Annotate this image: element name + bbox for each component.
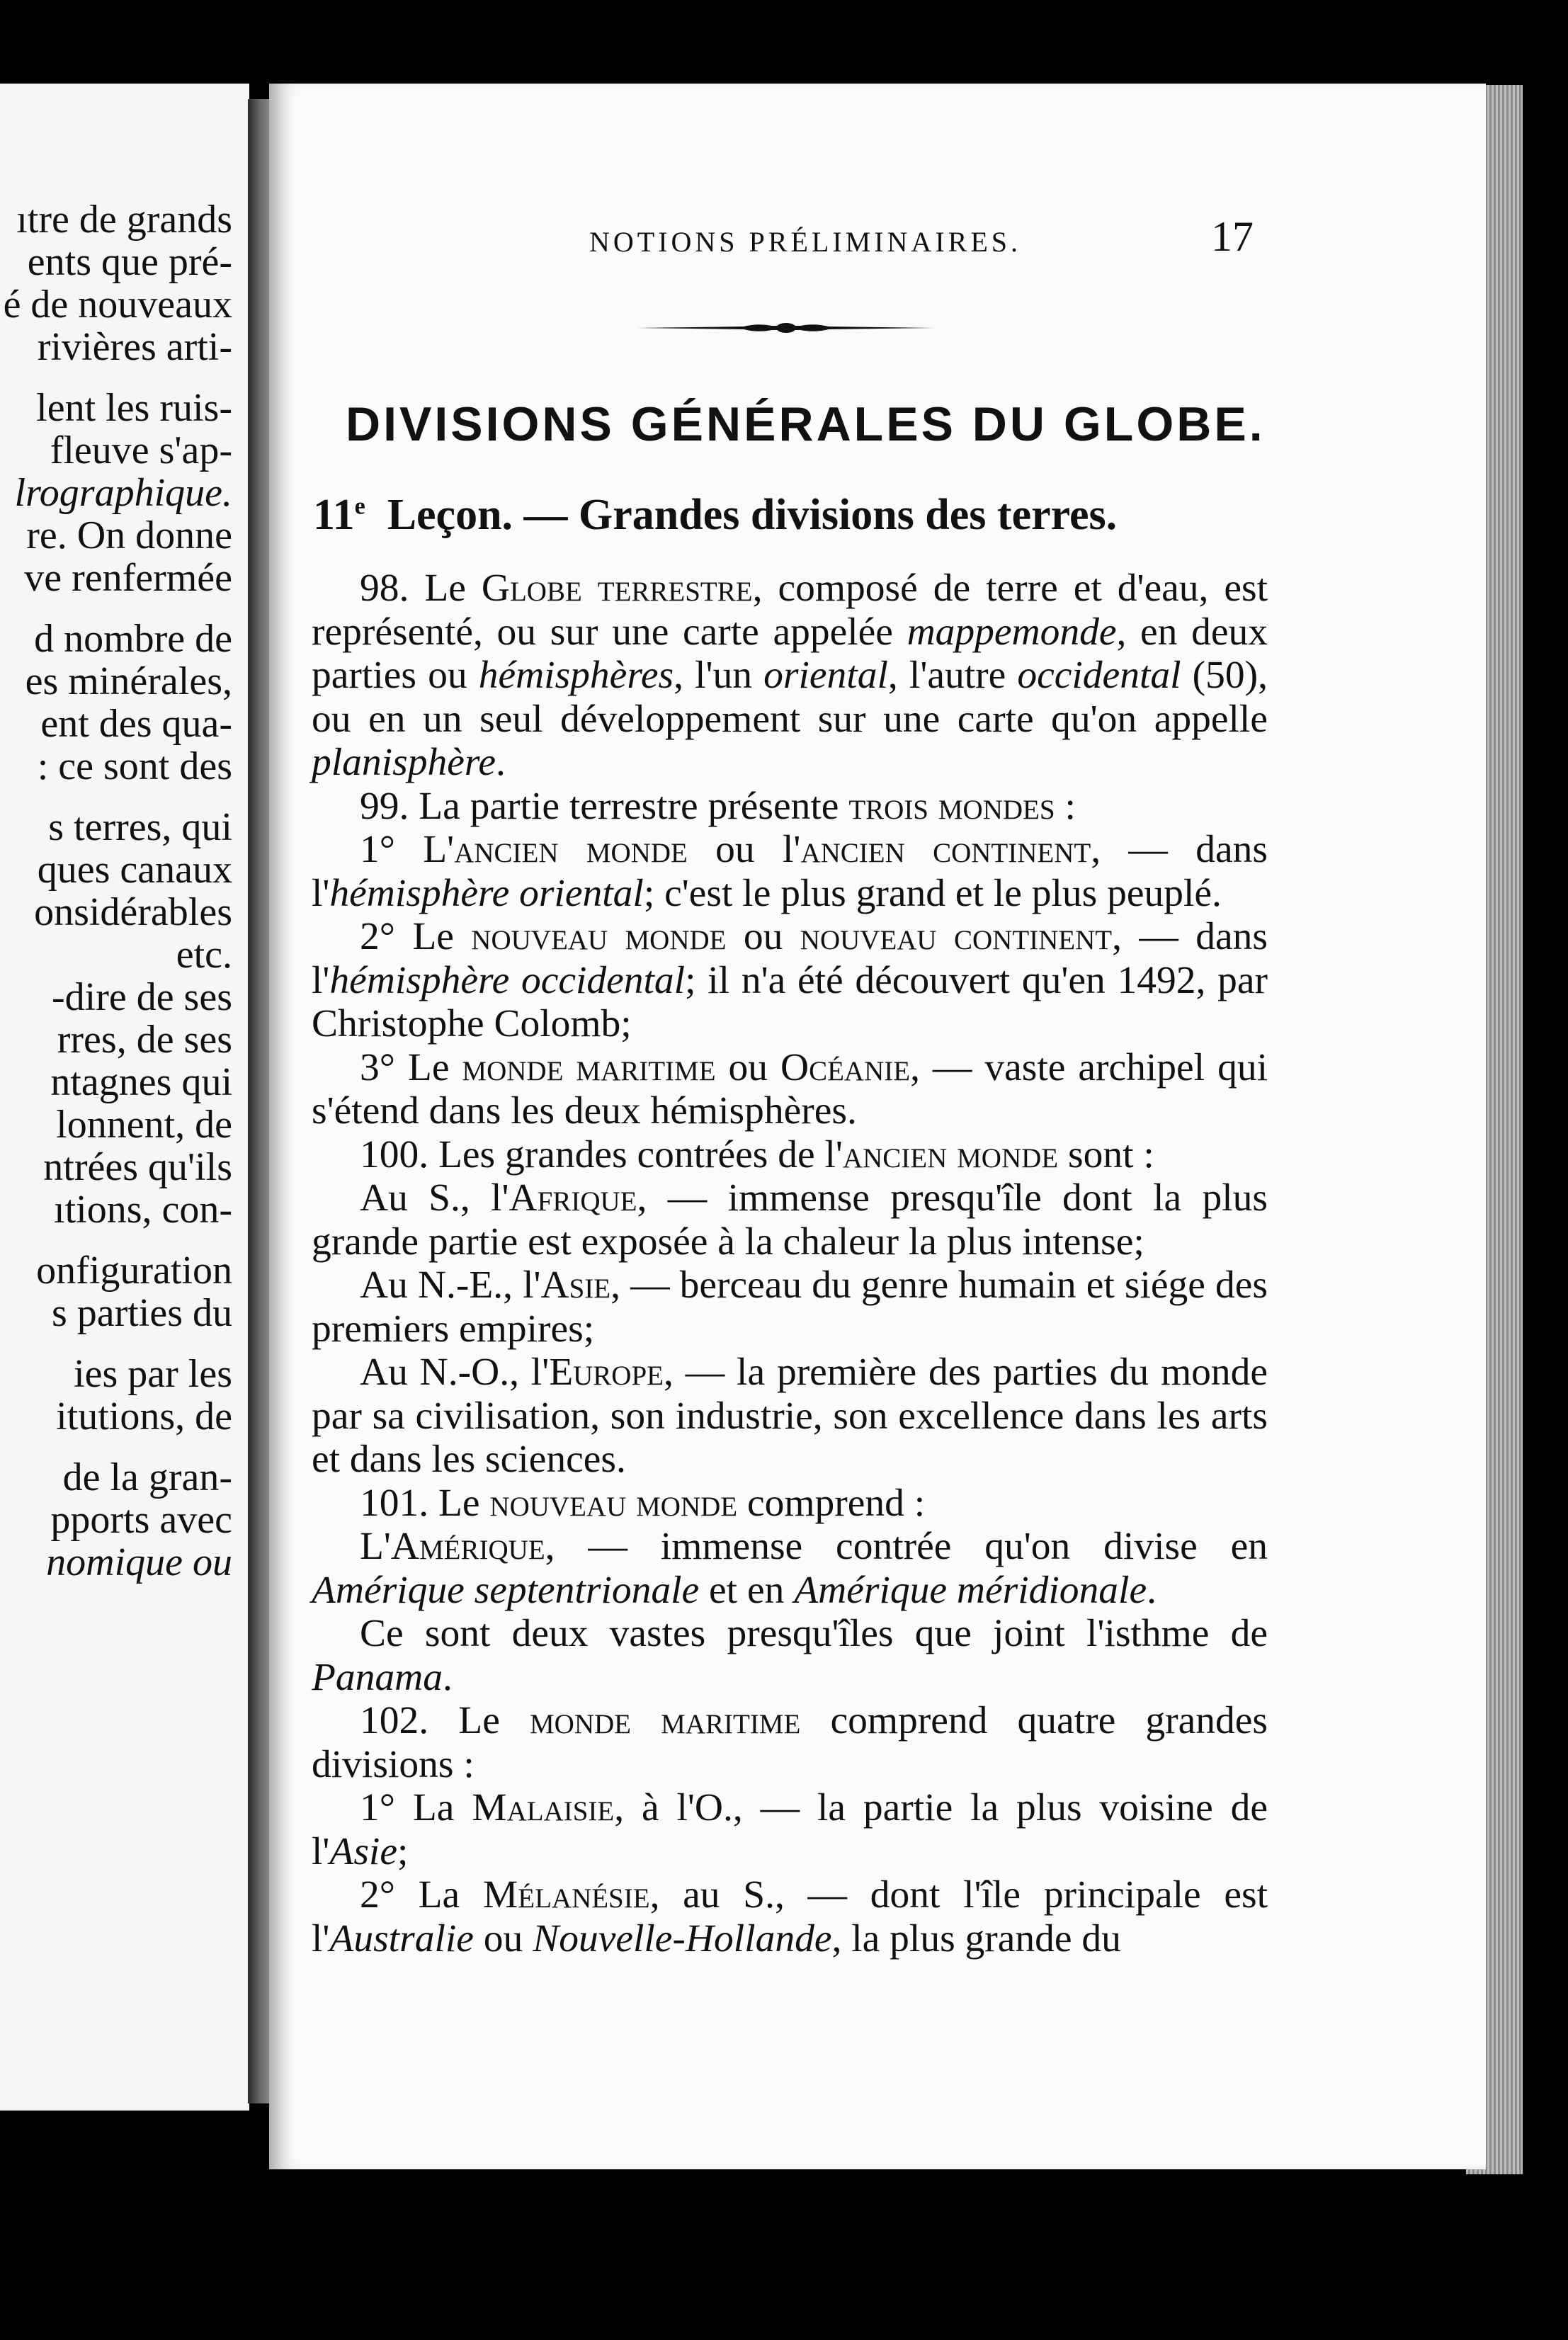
left-page-line: de la gran- bbox=[62, 1455, 232, 1499]
paragraph-102-2: 2° La Mélanésie, au S., — dont l'île principale est l'Australie ou Nouvelle-Hollande, la plus grande du bbox=[312, 1873, 1268, 1960]
left-page-line: ent des qua- bbox=[40, 702, 232, 746]
body-text bbox=[312, 567, 1268, 1960]
left-page-line: etc. bbox=[176, 933, 232, 977]
left-page-line: nomique ou bbox=[46, 1540, 232, 1584]
paragraph-99-3: 3° Le monde maritime ou Océanie, — vaste archipel qui s'étend dans les deux hémisphères. bbox=[312, 1045, 1268, 1132]
section-title: DIVISIONS GÉNÉRALES DU GLOBE. bbox=[346, 397, 1266, 451]
paragraph-100-south: Au S., l'Afrique, — immense presqu'île dont la plus grande partie est exposée à la chaleur la plus intense; bbox=[312, 1176, 1268, 1263]
left-page-line: ents que pré- bbox=[27, 240, 232, 284]
page-number: 17 bbox=[1211, 213, 1254, 260]
left-page-line: es minérales, bbox=[25, 659, 232, 703]
left-page-line: ıtions, con- bbox=[54, 1188, 232, 1232]
left-page-line: rivières arti- bbox=[37, 325, 232, 369]
paragraph-100-northwest: Au N.-O., l'Europe, — la première des parties du monde par sa civilisation, son industrie, son excellence dans les arts et dans les sciences. bbox=[312, 1351, 1268, 1481]
paragraph-100-northeast: Au N.-E., l'Asie, — berceau du genre humain et siége des premiers empires; bbox=[312, 1263, 1268, 1351]
left-page-line: onfiguration bbox=[36, 1249, 232, 1293]
lesson-title bbox=[313, 490, 1276, 540]
lesson-heading: Leçon. — Grandes divisions des terres. bbox=[387, 491, 1118, 539]
left-page-line: d nombre de bbox=[34, 617, 232, 661]
left-page-line: pports avec bbox=[50, 1498, 232, 1542]
left-facing-page bbox=[0, 84, 249, 2111]
left-page-line: ve renfermée bbox=[24, 556, 232, 600]
paragraph-100: 100. Les grandes contrées de l'ancien monde sont : bbox=[360, 1132, 1154, 1176]
running-head: NOTIONS PRÉLIMINAIRES. bbox=[589, 226, 1021, 258]
left-page-line: ntagnes qui bbox=[50, 1060, 232, 1104]
paragraph-102-1: 1° La Malaisie, à l'O., — la partie la plus voisine de l'Asie; bbox=[312, 1786, 1268, 1873]
left-page-line: re. On donne bbox=[26, 513, 232, 557]
left-page-line: rres, de ses bbox=[57, 1018, 232, 1062]
left-page-line: ıtre de grands bbox=[16, 198, 232, 242]
left-page-line: ques canaux bbox=[37, 848, 232, 892]
paragraph-99-1: 1° L'ancien monde ou l'ancien continent, — dans l'hémisphère oriental; c'est le plus grand et le plus peuplé. bbox=[312, 828, 1268, 915]
lesson-number-sup: e bbox=[354, 493, 365, 520]
paragraph-98: 98. Le Globe terrestre, composé de terre et d'eau, est représenté, ou sur une carte appelée mappemonde, en deux parties ou hémisphères, l'un oriental, l'autre occidental (50), ou en un seul développement sur une carte qu'on appelle planisphère. bbox=[312, 567, 1268, 784]
left-page-line: ies par les bbox=[74, 1352, 232, 1396]
left-page-line: é de nouveaux bbox=[3, 283, 232, 326]
paragraph-101-amerique: L'Amérique, — immense contrée qu'on divise en Amérique septentrionale et en Amérique méridionale. bbox=[312, 1525, 1268, 1612]
left-page-line: itutions, de bbox=[56, 1395, 232, 1438]
left-page-line: lonnent, de bbox=[56, 1103, 232, 1147]
left-page-line: onsidérables bbox=[34, 890, 232, 934]
lesson-number: 11 bbox=[313, 491, 355, 539]
left-page-line: lent les ruis- bbox=[36, 386, 232, 430]
paragraph-101-isthme: Ce sont deux vastes presqu'îles que joint l'isthme de Panama. bbox=[312, 1612, 1268, 1699]
left-page-line: s parties du bbox=[51, 1291, 232, 1335]
paragraph-99-2: 2° Le nouveau monde ou nouveau continent, — dans l'hémisphère occidental; il n'a été découvert qu'en 1492, par Christophe Colomb; bbox=[312, 915, 1268, 1045]
left-page-line: s terres, qui bbox=[48, 805, 232, 849]
left-page-line: ntrées qu'ils bbox=[43, 1145, 232, 1189]
left-page-line: : ce sont des bbox=[37, 744, 232, 788]
paragraph-101: 101. Le nouveau monde comprend : bbox=[360, 1481, 926, 1525]
left-page-line: -dire de ses bbox=[51, 975, 232, 1019]
ornamental-rule bbox=[637, 317, 935, 339]
paragraph-99: 99. La partie terrestre présente trois mondes : bbox=[360, 784, 1076, 828]
paragraph-102: 102. Le monde maritime comprend quatre grandes divisions : bbox=[312, 1699, 1268, 1786]
left-page-line: lrographique. bbox=[14, 471, 232, 515]
left-page-line: fleuve s'ap- bbox=[50, 428, 232, 472]
